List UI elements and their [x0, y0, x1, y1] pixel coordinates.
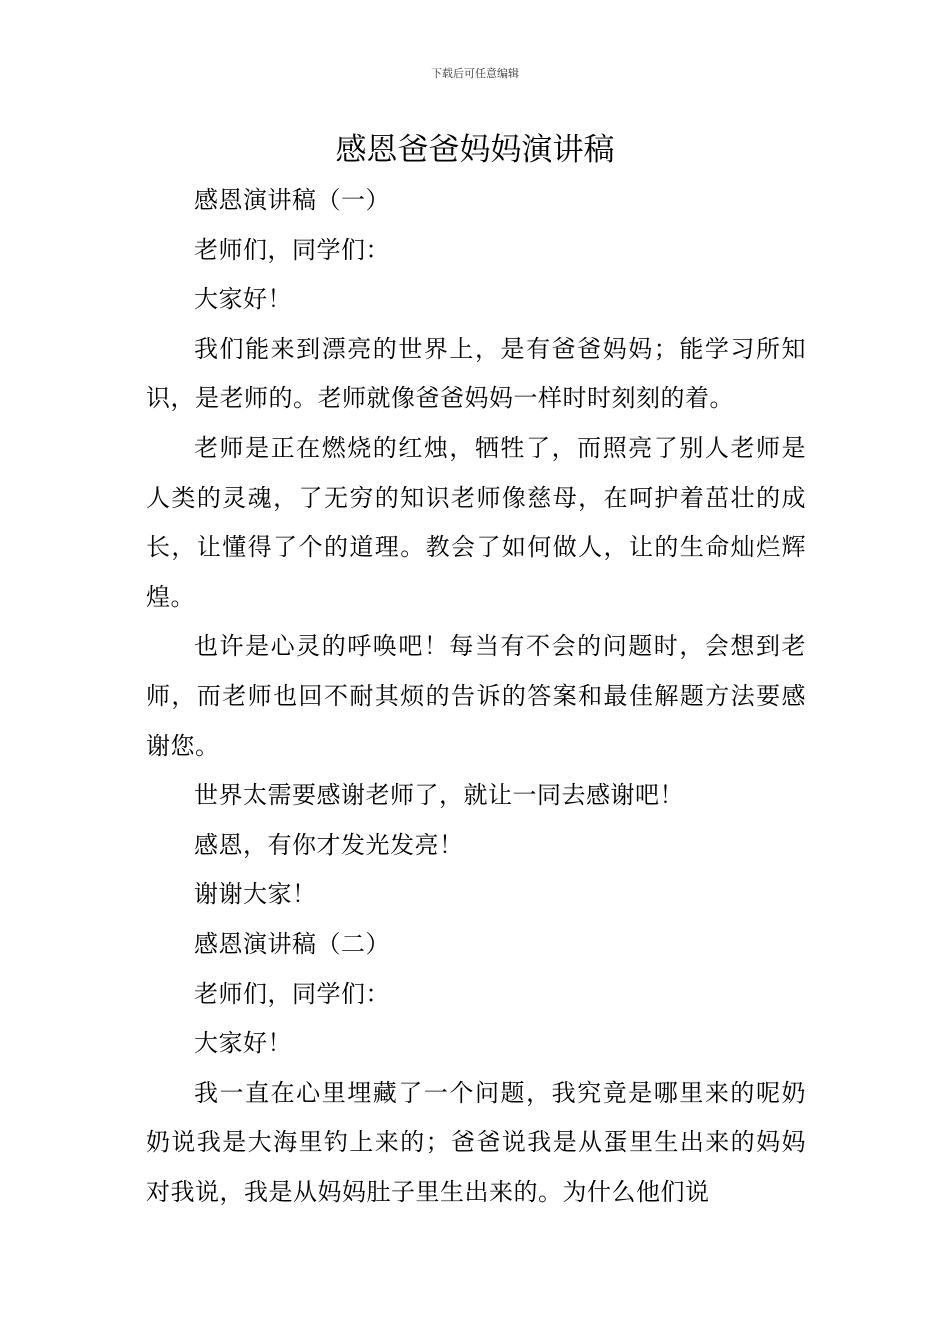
paragraph-closing-1: 谢谢大家！ [194, 880, 317, 909]
paragraph: 老师是正在燃烧的红烛，牺牲了，而照亮了别人老师是人类的灵魂，了无穷的知识老师像慈母，在呵护着茁壮的成长，让懂得了个的道理。教会了如何做人，让的生命灿烂辉煌。 [146, 433, 806, 611]
header-note: 下载后可任意编辑 [431, 67, 519, 80]
paragraph: 感恩，有你才发光发亮！ [194, 830, 464, 859]
paragraph: 也许是心灵的呼唤吧！每当有不会的问题时，会想到老师，而老师也回不耐其烦的告诉的答案和最佳解题方法要感谢您。 [146, 632, 806, 760]
paragraph-greeting-2: 大家好！ [194, 1029, 292, 1058]
paragraph-salutation-2: 老师们，同学们： [194, 979, 390, 1008]
document-body [146, 176, 806, 1217]
document-title: 感恩爸爸妈妈演讲稿 [335, 132, 615, 168]
paragraph-greeting-1: 大家好！ [194, 285, 292, 314]
paragraph-section-heading-1: 感恩演讲稿（一） [194, 186, 390, 214]
paragraph: 我们能来到漂亮的世界上，是有爸爸妈妈；能学习所知识，是老师的。老师就像爸爸妈妈一样时时刻刻的着。 [146, 334, 806, 413]
paragraph: 世界太需要感谢老师了，就让一同去感谢吧！ [194, 781, 684, 810]
paragraph: 我一直在心里埋藏了一个问题，我究竟是哪里来的呢奶奶说我是大海里钓上来的；爸爸说我是从蛋里生出来的妈妈对我说，我是从妈妈肚子里生出来的。为什么他们说 [146, 1078, 806, 1206]
paragraph-section-heading-2: 感恩演讲稿（二） [194, 929, 390, 958]
paragraph-salutation-1: 老师们，同学们： [194, 235, 390, 264]
